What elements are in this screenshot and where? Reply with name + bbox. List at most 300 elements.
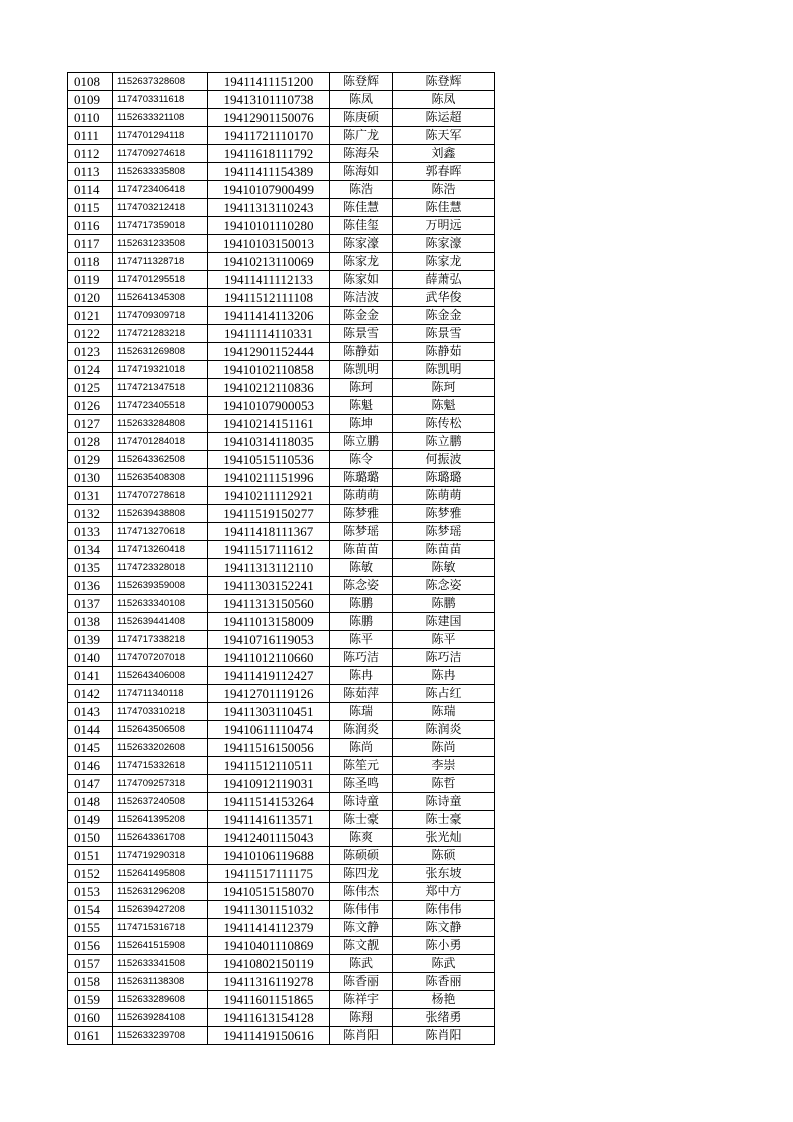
row-sequence-cell: 0141 xyxy=(68,667,113,685)
row-sequence-cell: 0134 xyxy=(68,541,113,559)
row-sequence-cell: 0139 xyxy=(68,631,113,649)
matched-name-cell: 陈诗童 xyxy=(393,793,495,811)
record-number-cell: 1152639359008 xyxy=(113,577,208,595)
matched-name-cell: 陈萌萌 xyxy=(393,487,495,505)
record-number-cell: 1152643406008 xyxy=(113,667,208,685)
name-cell: 陈武 xyxy=(330,955,393,973)
row-sequence-cell: 0140 xyxy=(68,649,113,667)
matched-name-cell: 张东坡 xyxy=(393,865,495,883)
student-id-cell: 19411411151200 xyxy=(208,73,330,91)
student-id-cell: 19411301151032 xyxy=(208,901,330,919)
student-id-cell: 19411114110331 xyxy=(208,325,330,343)
record-number-cell: 1152633289608 xyxy=(113,991,208,1009)
student-id-cell: 19411303152241 xyxy=(208,577,330,595)
record-number-cell: 1174703310218 xyxy=(113,703,208,721)
matched-name-cell: 刘鑫 xyxy=(393,145,495,163)
matched-name-cell: 陈尚 xyxy=(393,739,495,757)
row-sequence-cell: 0148 xyxy=(68,793,113,811)
matched-name-cell: 陈佳慧 xyxy=(393,199,495,217)
name-cell: 陈令 xyxy=(330,451,393,469)
table-row xyxy=(68,775,495,793)
matched-name-cell: 陈登辉 xyxy=(393,73,495,91)
table-row xyxy=(68,451,495,469)
name-cell: 陈广龙 xyxy=(330,127,393,145)
record-number-cell: 1152631296208 xyxy=(113,883,208,901)
student-id-cell: 19411303110451 xyxy=(208,703,330,721)
record-number-cell: 1152631269808 xyxy=(113,343,208,361)
row-sequence-cell: 0112 xyxy=(68,145,113,163)
row-sequence-cell: 0113 xyxy=(68,163,113,181)
matched-name-cell: 陈凤 xyxy=(393,91,495,109)
row-sequence-cell: 0110 xyxy=(68,109,113,127)
record-number-cell: 1174709309718 xyxy=(113,307,208,325)
student-id-cell: 19410213110069 xyxy=(208,253,330,271)
name-cell: 陈圣鸣 xyxy=(330,775,393,793)
matched-name-cell: 杨艳 xyxy=(393,991,495,1009)
student-id-cell: 19411414113206 xyxy=(208,307,330,325)
record-number-cell: 1174703311618 xyxy=(113,91,208,109)
record-number-cell: 1152639441408 xyxy=(113,613,208,631)
student-id-cell: 19411512111108 xyxy=(208,289,330,307)
row-sequence-cell: 0142 xyxy=(68,685,113,703)
record-number-cell: 1152641345308 xyxy=(113,289,208,307)
table-row xyxy=(68,937,495,955)
row-sequence-cell: 0130 xyxy=(68,469,113,487)
name-cell: 陈香丽 xyxy=(330,973,393,991)
record-number-cell: 1174703212418 xyxy=(113,199,208,217)
record-number-cell: 1152643361708 xyxy=(113,829,208,847)
student-id-cell: 19410611110474 xyxy=(208,721,330,739)
row-sequence-cell: 0114 xyxy=(68,181,113,199)
name-cell: 陈巧洁 xyxy=(330,649,393,667)
table-row xyxy=(68,577,495,595)
name-cell: 陈士豪 xyxy=(330,811,393,829)
record-number-cell: 1174711340118 xyxy=(113,685,208,703)
table-row xyxy=(68,397,495,415)
table-row xyxy=(68,721,495,739)
table-row xyxy=(68,901,495,919)
row-sequence-cell: 0156 xyxy=(68,937,113,955)
student-id-cell: 19410211151996 xyxy=(208,469,330,487)
student-id-cell: 19410515110536 xyxy=(208,451,330,469)
student-id-cell: 19410515158070 xyxy=(208,883,330,901)
name-cell: 陈登辉 xyxy=(330,73,393,91)
table-row xyxy=(68,199,495,217)
record-number-cell: 1152639427208 xyxy=(113,901,208,919)
name-cell: 陈浩 xyxy=(330,181,393,199)
name-cell: 陈平 xyxy=(330,631,393,649)
matched-name-cell: 陈天军 xyxy=(393,127,495,145)
row-sequence-cell: 0119 xyxy=(68,271,113,289)
student-id-cell: 19410101110280 xyxy=(208,217,330,235)
student-id-cell: 19411517111175 xyxy=(208,865,330,883)
table-row xyxy=(68,181,495,199)
name-cell: 陈凯明 xyxy=(330,361,393,379)
row-sequence-cell: 0157 xyxy=(68,955,113,973)
row-sequence-cell: 0125 xyxy=(68,379,113,397)
matched-name-cell: 张绪勇 xyxy=(393,1009,495,1027)
student-id-cell: 19410802150119 xyxy=(208,955,330,973)
matched-name-cell: 陈硕 xyxy=(393,847,495,865)
student-id-cell: 19410401110869 xyxy=(208,937,330,955)
table-row xyxy=(68,613,495,631)
matched-name-cell: 陈哲 xyxy=(393,775,495,793)
matched-name-cell: 陈立鹏 xyxy=(393,433,495,451)
record-number-cell: 1152637328608 xyxy=(113,73,208,91)
student-id-cell: 19411517111612 xyxy=(208,541,330,559)
table-row xyxy=(68,955,495,973)
matched-name-cell: 李崇 xyxy=(393,757,495,775)
student-id-cell: 19411313112110 xyxy=(208,559,330,577)
student-id-cell: 19411519150277 xyxy=(208,505,330,523)
record-number-cell: 1174721283218 xyxy=(113,325,208,343)
record-number-cell: 1152633341508 xyxy=(113,955,208,973)
row-sequence-cell: 0159 xyxy=(68,991,113,1009)
matched-name-cell: 陈香丽 xyxy=(393,973,495,991)
name-cell: 陈魁 xyxy=(330,397,393,415)
record-number-cell: 1152633321108 xyxy=(113,109,208,127)
matched-name-cell: 郑中方 xyxy=(393,883,495,901)
matched-name-cell: 陈凯明 xyxy=(393,361,495,379)
name-cell: 陈祥宇 xyxy=(330,991,393,1009)
name-cell: 陈庚硕 xyxy=(330,109,393,127)
record-number-cell: 1174715332618 xyxy=(113,757,208,775)
row-sequence-cell: 0108 xyxy=(68,73,113,91)
table-row xyxy=(68,325,495,343)
student-id-cell: 19413101110738 xyxy=(208,91,330,109)
student-id-cell: 19410212110836 xyxy=(208,379,330,397)
matched-name-cell: 陈梦雅 xyxy=(393,505,495,523)
row-sequence-cell: 0158 xyxy=(68,973,113,991)
table-row xyxy=(68,649,495,667)
name-cell: 陈文静 xyxy=(330,919,393,937)
student-id-cell: 19410314118035 xyxy=(208,433,330,451)
student-id-cell: 19411512110511 xyxy=(208,757,330,775)
row-sequence-cell: 0111 xyxy=(68,127,113,145)
student-id-cell: 19410106119688 xyxy=(208,847,330,865)
matched-name-cell: 陈文静 xyxy=(393,919,495,937)
row-sequence-cell: 0117 xyxy=(68,235,113,253)
name-cell: 陈尚 xyxy=(330,739,393,757)
matched-name-cell: 陈静茹 xyxy=(393,343,495,361)
table-row xyxy=(68,433,495,451)
student-id-cell: 19411418111367 xyxy=(208,523,330,541)
row-sequence-cell: 0126 xyxy=(68,397,113,415)
name-cell: 陈梦瑶 xyxy=(330,523,393,541)
table-row xyxy=(68,253,495,271)
name-cell: 陈金金 xyxy=(330,307,393,325)
table-row xyxy=(68,109,495,127)
student-id-cell: 19411419150616 xyxy=(208,1027,330,1045)
name-cell: 陈景雪 xyxy=(330,325,393,343)
matched-name-cell: 陈敏 xyxy=(393,559,495,577)
name-cell: 陈家濠 xyxy=(330,235,393,253)
table-row xyxy=(68,595,495,613)
matched-name-cell: 陈璐璐 xyxy=(393,469,495,487)
student-id-cell: 19411316119278 xyxy=(208,973,330,991)
row-sequence-cell: 0136 xyxy=(68,577,113,595)
table-row xyxy=(68,523,495,541)
record-number-cell: 1152631233508 xyxy=(113,235,208,253)
name-cell: 陈念姿 xyxy=(330,577,393,595)
name-cell: 陈佳慧 xyxy=(330,199,393,217)
matched-name-cell: 郭春晖 xyxy=(393,163,495,181)
matched-name-cell: 陈鹏 xyxy=(393,595,495,613)
row-sequence-cell: 0129 xyxy=(68,451,113,469)
student-id-cell: 19410214151161 xyxy=(208,415,330,433)
matched-name-cell: 万明远 xyxy=(393,217,495,235)
table-row xyxy=(68,505,495,523)
record-number-cell: 1174723406418 xyxy=(113,181,208,199)
name-cell: 陈海朵 xyxy=(330,145,393,163)
table-row xyxy=(68,811,495,829)
table-row xyxy=(68,559,495,577)
table-row xyxy=(68,973,495,991)
table-row xyxy=(68,487,495,505)
matched-name-cell: 陈珂 xyxy=(393,379,495,397)
row-sequence-cell: 0161 xyxy=(68,1027,113,1045)
name-cell: 陈冉 xyxy=(330,667,393,685)
name-cell: 陈坤 xyxy=(330,415,393,433)
student-id-cell: 19410716119053 xyxy=(208,631,330,649)
record-number-cell: 1174719290318 xyxy=(113,847,208,865)
student-id-cell: 19410912119031 xyxy=(208,775,330,793)
name-cell: 陈四龙 xyxy=(330,865,393,883)
table-row xyxy=(68,217,495,235)
matched-name-cell: 陈运超 xyxy=(393,109,495,127)
matched-name-cell: 陈平 xyxy=(393,631,495,649)
student-id-cell: 19410107900053 xyxy=(208,397,330,415)
record-number-cell: 1174711328718 xyxy=(113,253,208,271)
table-row xyxy=(68,541,495,559)
record-number-cell: 1174713260418 xyxy=(113,541,208,559)
record-number-cell: 1152633202608 xyxy=(113,739,208,757)
student-id-cell: 19411419112427 xyxy=(208,667,330,685)
table-row xyxy=(68,1027,495,1045)
record-number-cell: 1174713270618 xyxy=(113,523,208,541)
record-number-cell: 1174721347518 xyxy=(113,379,208,397)
student-id-cell: 19411013158009 xyxy=(208,613,330,631)
name-cell: 陈立鹏 xyxy=(330,433,393,451)
row-sequence-cell: 0127 xyxy=(68,415,113,433)
matched-name-cell: 陈金金 xyxy=(393,307,495,325)
table-row xyxy=(68,793,495,811)
record-number-cell: 1174709257318 xyxy=(113,775,208,793)
record-number-cell: 1174707207018 xyxy=(113,649,208,667)
row-sequence-cell: 0131 xyxy=(68,487,113,505)
student-id-cell: 19411516150056 xyxy=(208,739,330,757)
record-number-cell: 1174715316718 xyxy=(113,919,208,937)
table-row xyxy=(68,919,495,937)
student-id-cell: 19410102110858 xyxy=(208,361,330,379)
student-id-cell: 19411613154128 xyxy=(208,1009,330,1027)
matched-name-cell: 陈梦瑶 xyxy=(393,523,495,541)
name-cell: 陈伟杰 xyxy=(330,883,393,901)
name-cell: 陈翔 xyxy=(330,1009,393,1027)
matched-name-cell: 陈士豪 xyxy=(393,811,495,829)
name-cell: 陈洁波 xyxy=(330,289,393,307)
matched-name-cell: 陈家龙 xyxy=(393,253,495,271)
matched-name-cell: 陈肖阳 xyxy=(393,1027,495,1045)
table-row xyxy=(68,127,495,145)
record-number-cell: 1152641495808 xyxy=(113,865,208,883)
name-cell: 陈硕硕 xyxy=(330,847,393,865)
matched-name-cell: 陈占红 xyxy=(393,685,495,703)
matched-name-cell: 薛萧弘 xyxy=(393,271,495,289)
record-number-cell: 1152643362508 xyxy=(113,451,208,469)
name-cell: 陈瑞 xyxy=(330,703,393,721)
record-number-cell: 1174701284018 xyxy=(113,433,208,451)
record-number-cell: 1174709274618 xyxy=(113,145,208,163)
student-id-cell: 19410107900499 xyxy=(208,181,330,199)
student-id-cell: 19412901150076 xyxy=(208,109,330,127)
table-row xyxy=(68,757,495,775)
table-row xyxy=(68,343,495,361)
row-sequence-cell: 0152 xyxy=(68,865,113,883)
row-sequence-cell: 0123 xyxy=(68,343,113,361)
student-id-cell: 19412901152444 xyxy=(208,343,330,361)
row-sequence-cell: 0145 xyxy=(68,739,113,757)
name-cell: 陈家如 xyxy=(330,271,393,289)
matched-name-cell: 武华俊 xyxy=(393,289,495,307)
table-row xyxy=(68,91,495,109)
row-sequence-cell: 0160 xyxy=(68,1009,113,1027)
row-sequence-cell: 0128 xyxy=(68,433,113,451)
row-sequence-cell: 0115 xyxy=(68,199,113,217)
name-cell: 陈笙元 xyxy=(330,757,393,775)
table-row xyxy=(68,469,495,487)
name-cell: 陈佳玺 xyxy=(330,217,393,235)
table-row xyxy=(68,703,495,721)
record-number-cell: 1152633335808 xyxy=(113,163,208,181)
row-sequence-cell: 0122 xyxy=(68,325,113,343)
table-row xyxy=(68,235,495,253)
matched-name-cell: 陈家濠 xyxy=(393,235,495,253)
student-id-cell: 19410103150013 xyxy=(208,235,330,253)
record-number-cell: 1152639284108 xyxy=(113,1009,208,1027)
table-row xyxy=(68,991,495,1009)
student-id-cell: 19410211112921 xyxy=(208,487,330,505)
roster-table-body xyxy=(68,73,495,1045)
matched-name-cell: 陈魁 xyxy=(393,397,495,415)
row-sequence-cell: 0133 xyxy=(68,523,113,541)
student-id-cell: 19411414112379 xyxy=(208,919,330,937)
record-number-cell: 1152639438808 xyxy=(113,505,208,523)
table-row xyxy=(68,667,495,685)
table-row xyxy=(68,829,495,847)
name-cell: 陈鹏 xyxy=(330,595,393,613)
row-sequence-cell: 0135 xyxy=(68,559,113,577)
row-sequence-cell: 0120 xyxy=(68,289,113,307)
name-cell: 陈海如 xyxy=(330,163,393,181)
record-number-cell: 1152633340108 xyxy=(113,595,208,613)
name-cell: 陈诗童 xyxy=(330,793,393,811)
name-cell: 陈鹏 xyxy=(330,613,393,631)
record-number-cell: 1152643506508 xyxy=(113,721,208,739)
student-id-cell: 19411313110243 xyxy=(208,199,330,217)
matched-name-cell: 陈浩 xyxy=(393,181,495,199)
matched-name-cell: 陈冉 xyxy=(393,667,495,685)
student-id-cell: 19412701119126 xyxy=(208,685,330,703)
matched-name-cell: 陈念姿 xyxy=(393,577,495,595)
table-row xyxy=(68,415,495,433)
row-sequence-cell: 0137 xyxy=(68,595,113,613)
table-row xyxy=(68,865,495,883)
matched-name-cell: 陈伟伟 xyxy=(393,901,495,919)
matched-name-cell: 陈瑞 xyxy=(393,703,495,721)
table-row xyxy=(68,379,495,397)
student-id-cell: 19411411154389 xyxy=(208,163,330,181)
name-cell: 陈静茹 xyxy=(330,343,393,361)
row-sequence-cell: 0138 xyxy=(68,613,113,631)
row-sequence-cell: 0149 xyxy=(68,811,113,829)
roster-table xyxy=(67,72,495,1045)
matched-name-cell: 陈巧洁 xyxy=(393,649,495,667)
record-number-cell: 1174701294118 xyxy=(113,127,208,145)
row-sequence-cell: 0116 xyxy=(68,217,113,235)
row-sequence-cell: 0147 xyxy=(68,775,113,793)
matched-name-cell: 陈小勇 xyxy=(393,937,495,955)
student-id-cell: 19411601151865 xyxy=(208,991,330,1009)
student-id-cell: 19411313150560 xyxy=(208,595,330,613)
row-sequence-cell: 0124 xyxy=(68,361,113,379)
row-sequence-cell: 0155 xyxy=(68,919,113,937)
name-cell: 陈珂 xyxy=(330,379,393,397)
matched-name-cell: 陈润炎 xyxy=(393,721,495,739)
row-sequence-cell: 0143 xyxy=(68,703,113,721)
row-sequence-cell: 0118 xyxy=(68,253,113,271)
matched-name-cell: 陈武 xyxy=(393,955,495,973)
matched-name-cell: 何振波 xyxy=(393,451,495,469)
name-cell: 陈萌萌 xyxy=(330,487,393,505)
record-number-cell: 1174701295518 xyxy=(113,271,208,289)
matched-name-cell: 陈景雪 xyxy=(393,325,495,343)
table-row xyxy=(68,271,495,289)
student-id-cell: 19411411112133 xyxy=(208,271,330,289)
matched-name-cell: 陈苗苗 xyxy=(393,541,495,559)
row-sequence-cell: 0144 xyxy=(68,721,113,739)
record-number-cell: 1152641395208 xyxy=(113,811,208,829)
table-row xyxy=(68,739,495,757)
student-id-cell: 19412401115043 xyxy=(208,829,330,847)
row-sequence-cell: 0109 xyxy=(68,91,113,109)
student-id-cell: 19411416113571 xyxy=(208,811,330,829)
name-cell: 陈润炎 xyxy=(330,721,393,739)
name-cell: 陈肖阳 xyxy=(330,1027,393,1045)
record-number-cell: 1174723405518 xyxy=(113,397,208,415)
row-sequence-cell: 0132 xyxy=(68,505,113,523)
record-number-cell: 1152631138308 xyxy=(113,973,208,991)
name-cell: 陈梦雅 xyxy=(330,505,393,523)
record-number-cell: 1152633284808 xyxy=(113,415,208,433)
student-id-cell: 19411012110660 xyxy=(208,649,330,667)
name-cell: 陈文靓 xyxy=(330,937,393,955)
table-row xyxy=(68,1009,495,1027)
table-row xyxy=(68,847,495,865)
row-sequence-cell: 0154 xyxy=(68,901,113,919)
student-id-cell: 19411514153264 xyxy=(208,793,330,811)
name-cell: 陈凤 xyxy=(330,91,393,109)
record-number-cell: 1152633239708 xyxy=(113,1027,208,1045)
matched-name-cell: 陈传松 xyxy=(393,415,495,433)
name-cell: 陈敏 xyxy=(330,559,393,577)
record-number-cell: 1174717338218 xyxy=(113,631,208,649)
record-number-cell: 1174707278618 xyxy=(113,487,208,505)
student-id-cell: 19411618111792 xyxy=(208,145,330,163)
table-row xyxy=(68,631,495,649)
row-sequence-cell: 0146 xyxy=(68,757,113,775)
record-number-cell: 1174723328018 xyxy=(113,559,208,577)
